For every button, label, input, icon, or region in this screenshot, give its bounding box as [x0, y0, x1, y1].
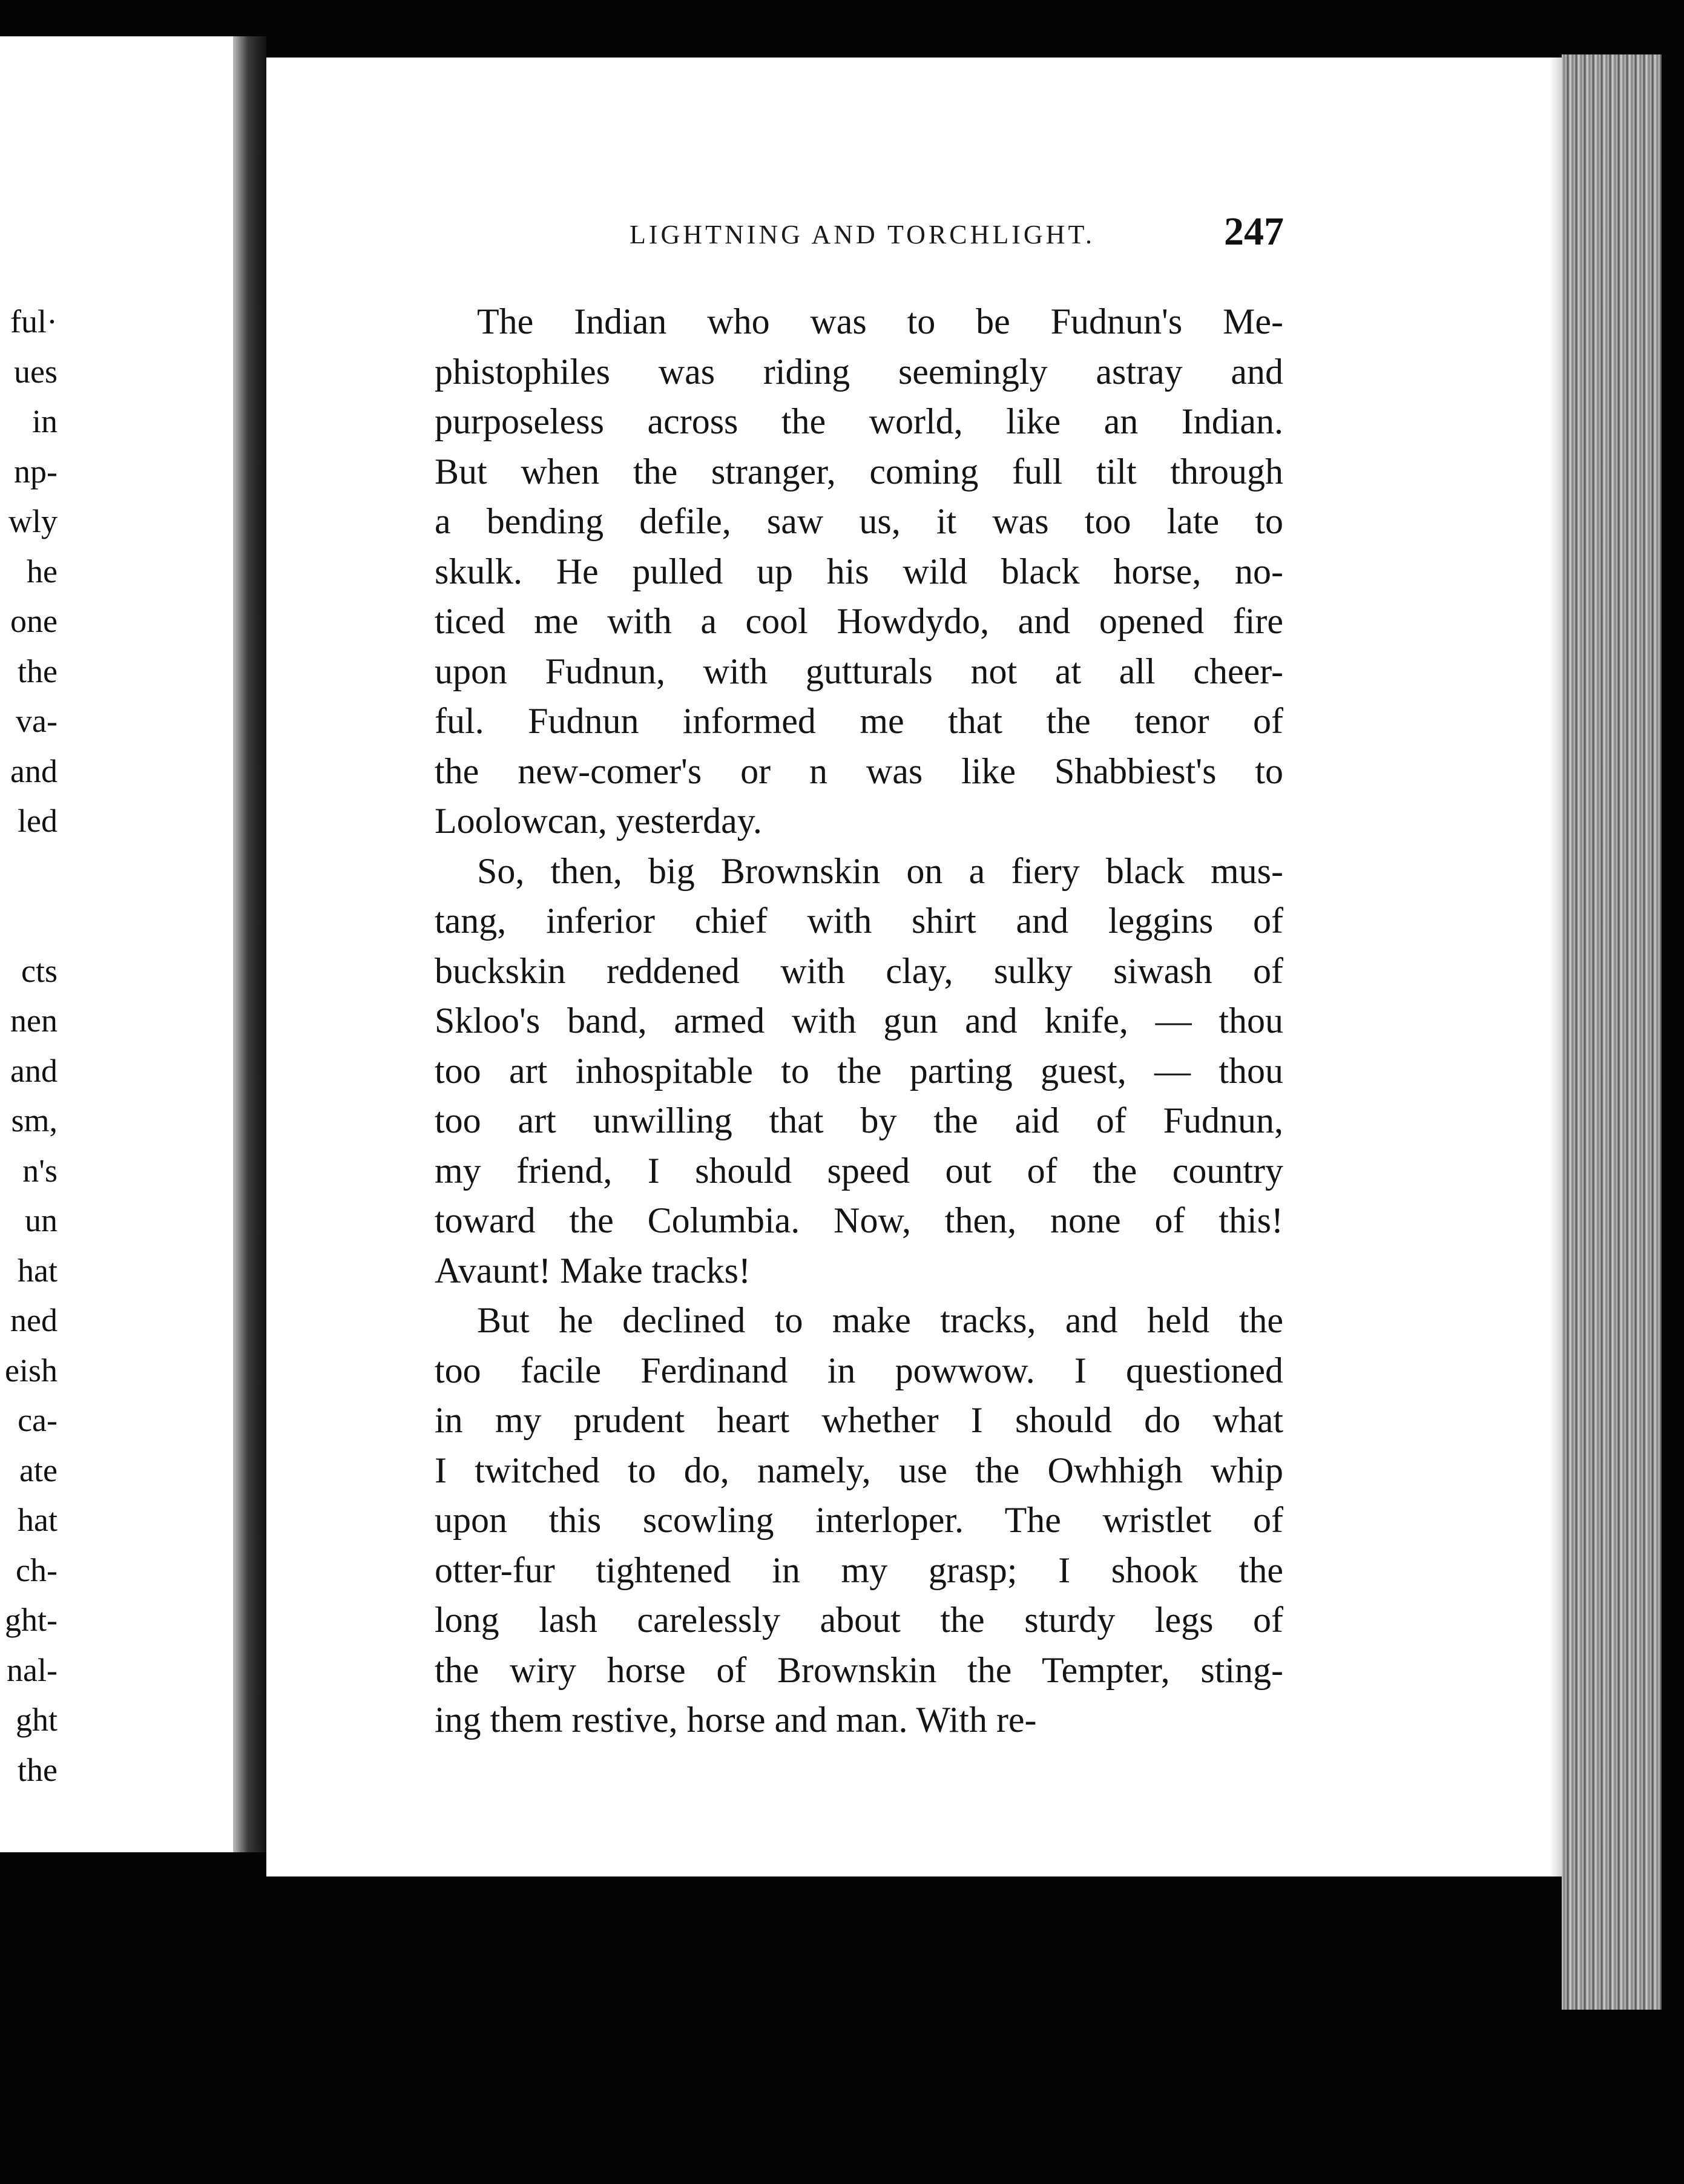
left-page-fragment: ght-: [5, 1602, 58, 1638]
text-line: ing them restive, horse and man. With re-: [435, 1700, 1037, 1740]
text-line: long lash carelessly about the sturdy legs of: [435, 1600, 1283, 1640]
text-line: buckskin reddened with clay, sulky siwash of: [435, 950, 1283, 991]
text-line: the new-comer's or n was like Shabbiest's to: [435, 751, 1283, 791]
text-line: tang, inferior chief with shirt and leggins of: [435, 901, 1283, 941]
book-gutter: [233, 36, 266, 1852]
text-line: purposeless across the world, like an Indian.: [435, 401, 1283, 441]
page-number: 247: [1224, 209, 1284, 254]
left-page-fragment: led: [18, 803, 58, 839]
left-page-fragment: nen: [10, 1002, 58, 1039]
left-page-fragment: and: [10, 752, 58, 789]
text-line: upon this scowling interloper. The wristlet of: [435, 1500, 1283, 1540]
left-page-fragment: the: [18, 1751, 58, 1788]
text-line: Avaunt! Make tracks!: [435, 1250, 751, 1291]
text-line: upon Fudnun, with gutturals not at all cheer-: [435, 651, 1283, 691]
body-text: [435, 297, 1283, 1745]
text-line: ticed me with a cool Howdydo, and opened fire: [435, 601, 1283, 641]
left-page-text-fragments: [0, 297, 58, 1795]
left-page-fragment: ght: [15, 1702, 58, 1738]
left-page-fragment: he: [27, 553, 58, 590]
left-page-fragment: one: [10, 603, 58, 639]
left-page-fragment: wly: [8, 503, 58, 539]
left-page-fragment: the: [18, 653, 58, 689]
left-page-fragment: np-: [14, 453, 58, 490]
text-line: phistophiles was riding seemingly astray and: [435, 351, 1283, 392]
paragraph: [435, 297, 1283, 846]
text-line: too art inhospitable to the parting guest, — thou: [435, 1050, 1283, 1091]
left-page-fragment: hat: [18, 1252, 58, 1289]
text-line: The Indian who was to be Fudnun's Me-: [477, 301, 1283, 341]
page-edges: [1562, 54, 1662, 2010]
text-line: But he declined to make tracks, and held the: [477, 1300, 1283, 1340]
text-line: I twitched to do, namely, use the Owhhigh whip: [435, 1450, 1283, 1490]
left-page-fragment: sm,: [11, 1102, 58, 1139]
left-page-fragment: hat: [18, 1502, 58, 1538]
text-line: the wiry horse of Brownskin the Tempter, sting-: [435, 1650, 1283, 1690]
left-page-fragment: cts: [21, 952, 58, 989]
left-page-fragment: ca-: [18, 1402, 58, 1438]
left-page-fragment: un: [25, 1202, 58, 1238]
paragraph: [435, 846, 1283, 1296]
text-line: Loolowcan, yesterday.: [435, 801, 762, 841]
text-line: a bending defile, saw us, it was too late to: [435, 501, 1283, 541]
text-line: But when the stranger, coming full tilt through: [435, 451, 1283, 492]
text-line: my friend, I should speed out of the country: [435, 1150, 1283, 1191]
text-line: in my prudent heart whether I should do what: [435, 1400, 1283, 1440]
running-head: LIGHTNING AND TORCHLIGHT.: [630, 220, 1096, 249]
left-page-fragment: ues: [14, 353, 58, 390]
left-page-fragment: [0, 846, 58, 946]
paragraph: [435, 1295, 1283, 1745]
text-line: So, then, big Brownskin on a fiery black mus-: [477, 850, 1283, 891]
left-page-fragment: nal-: [7, 1651, 58, 1688]
left-page-fragment: ch-: [16, 1551, 58, 1588]
left-page-fragment: eish: [5, 1352, 58, 1389]
left-page-fragment: and: [10, 1052, 58, 1089]
text-line: too art unwilling that by the aid of Fudnun,: [435, 1100, 1283, 1140]
left-page-fragment: ned: [10, 1302, 58, 1338]
text-line: too facile Ferdinand in powwow. I questioned: [435, 1350, 1283, 1390]
left-page-fragment: va-: [16, 703, 58, 739]
text-line: ful. Fudnun informed me that the tenor of: [435, 701, 1283, 741]
left-page-fragment: in: [31, 403, 58, 439]
left-page-fragment: n's: [22, 1152, 58, 1189]
text-line: otter-fur tightened in my grasp; I shook the: [435, 1550, 1283, 1590]
left-page-fragment: ful·: [10, 303, 58, 340]
text-line: skulk. He pulled up his wild black horse, no-: [435, 551, 1283, 591]
text-line: toward the Columbia. Now, then, none of this!: [435, 1200, 1283, 1240]
text-line: Skloo's band, armed with gun and knife, — thou: [435, 1001, 1283, 1041]
left-page-fragment: ate: [19, 1452, 58, 1488]
